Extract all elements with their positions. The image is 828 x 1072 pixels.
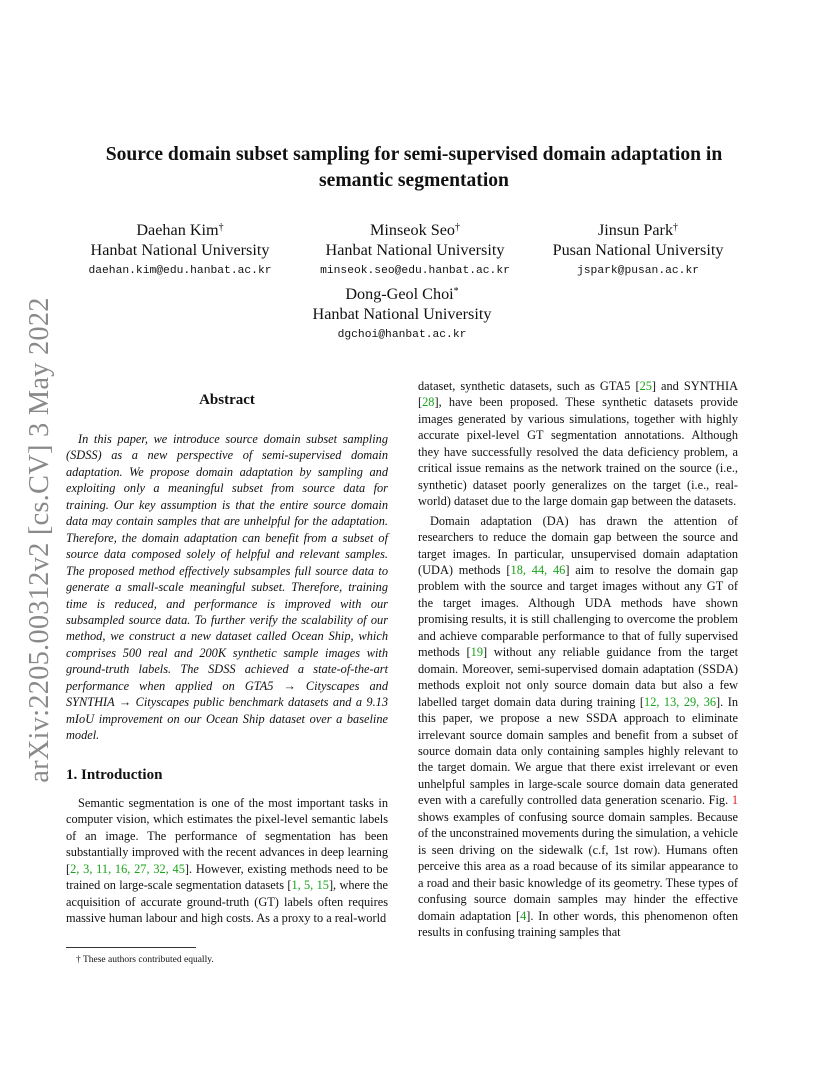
right-paragraph-2: Domain adaptation (DA) has drawn the attention of researchers to reduce the domain gap between the source and target images. In particular, unsupervised domain adaptation (UDA) methods [18, 44, 46] aim to resolve the domain gap problem with the source and target images without any GT of the target images. Although UDA methods have shown promising results, it is still challenging to overcome the problem and achieve comparable performance to that of fully supervised methods [19] without any reliable guidance from the target domain. Moreover, semi-supervised domain adaptation (SSDA) methods exploit not only source domain data but also a few labelled target domain data during training [12, 13, 29, 36]. In this paper, we propose a new SSDA approach to eliminate irrelevant source domain samples and benefit from a subset of source domain data only containing samples highly relevant to the target domain. We argue that there exist irrelevant or even unhelpful samples in large-scale source domain data generated even with a carefully controlled data generation scenario. Fig. 1 shows examples of confusing source domain samples. Because of the unconstrained movements during the simulation, a vehicle is seen driving on the sidewalk (c.f, 1st row). Humans often perceive this area as a road because of its similar appearance to a road and their basic knowledge of its geometry. These types of confusing source domain samples may hinder the effective domain adaptation [4]. In other words, this phenomenon often results in confusing training samples that	[418, 513, 739, 939]
paper-title	[80, 142, 748, 194]
footnote-rule	[66, 947, 196, 948]
footnote: † These authors contributed equally.	[76, 955, 214, 965]
abstract-text: In this paper, we introduce source domain subset sampling (SDSS) as a new perspective of semi-supervised domain adaptation. We propose domain adaptation by sampling and exploiting only a meaningful subset from source data for training. Our key assumption is that the entire source domain data may contain samples that are unhelpful for the adaptation. Therefore, the domain adaptation can benefit from a subset of source data composed solely of helpful and relevant samples. The proposed method effectively subsamples full source data to generate a small-scale meaningful subset. Therefore, training time is reduced, and performance is improved with our subsampled source data. To further verify the scalability of our method, we construct a new dataset called Ocean Ship, which comprises 500 real and 200K synthetic sample images with ground-truth labels. The SDSS achieved a state-of-the-art performance when applied on GTA5 → Cityscapes and SYNTHIA → Cityscapes public benchmark datasets and a 9.13 mIoU improvement on our Ocean Ship dataset over a baseline model.	[66, 432, 388, 743]
author-affiliation: Hanbat National University	[90, 241, 270, 259]
author-email: minseok.seo@edu.hanbat.ac.kr	[320, 265, 510, 277]
citation-link[interactable]: 4	[520, 908, 527, 923]
arxiv-identifier: arXiv:2205.00312v2 [cs.CV] 3 May 2022	[24, 297, 55, 783]
intro-paragraph-1: Semantic segmentation is one of the most important tasks in computer vision, which estimates the pixel-level semantic labels of an image. The performance of segmentation has been substantially improved with the recent advances in deep learning [2, 3, 11, 16, 27, 32, 45]. However, existing methods need to be trained on large-scale segmentation datasets [1, 5, 15], where the acquisition of accurate ground-truth (GT) labels often requires massive human labour and high costs. As a proxy to a real-world	[66, 796, 389, 926]
author-affiliation: Hanbat National University	[325, 241, 505, 259]
title-line-1: Source domain subset sampling for semi-supervised domain adaptation in	[105, 144, 723, 165]
right-paragraph-1: dataset, synthetic datasets, such as GTA5 [25] and SYNTHIA [28], have been proposed. These synthetic datasets provide images generated by various simulations, together with highly accurate pixel-level GT segmentation annotations. Although they have successfully resolved the data deficiency problem, a critical issue remains as the network trained on the source (i.e., synthetic) dataset poorly generalizes on the target (i.e., real-world) dataset due to the large domain gap between the datasets.	[418, 379, 739, 509]
citation-link[interactable]: 2, 3, 11, 16, 27, 32, 45	[70, 861, 185, 876]
author-email: dgchoi@hanbat.ac.kr	[337, 329, 467, 341]
abstract-heading: Abstract	[199, 392, 255, 408]
author-block-2	[304, 220, 526, 282]
citation-link[interactable]: 25	[639, 379, 652, 393]
right-column	[418, 378, 738, 940]
intro-column	[66, 795, 388, 927]
author-name: Minseok Seo†	[370, 221, 460, 239]
author-name: Daehan Kim†	[136, 221, 224, 239]
title-line-2: semantic segmentation	[319, 170, 509, 191]
author-name: Jinsun Park†	[597, 221, 679, 239]
author-email: daehan.kim@edu.hanbat.ac.kr	[88, 265, 272, 277]
author-block-1	[70, 220, 290, 282]
citation-link[interactable]: 12, 13, 29, 36	[644, 694, 717, 709]
citation-link[interactable]: 18, 44, 46	[510, 562, 566, 577]
author-affiliation: Hanbat National University	[312, 305, 492, 323]
section-heading-introduction: 1. Introduction	[66, 767, 163, 783]
citation-link[interactable]: 1, 5, 15	[291, 878, 329, 893]
author-name: Dong-Geol Choi*	[345, 285, 459, 303]
figure-reference-link[interactable]: 1	[731, 793, 738, 808]
author-block-3	[540, 220, 736, 282]
author-block-4	[302, 284, 502, 346]
author-affiliation: Pusan National University	[552, 241, 724, 259]
author-email: jspark@pusan.ac.kr	[576, 265, 700, 277]
citation-link[interactable]: 28	[422, 395, 435, 410]
citation-link[interactable]: 19	[470, 645, 483, 660]
